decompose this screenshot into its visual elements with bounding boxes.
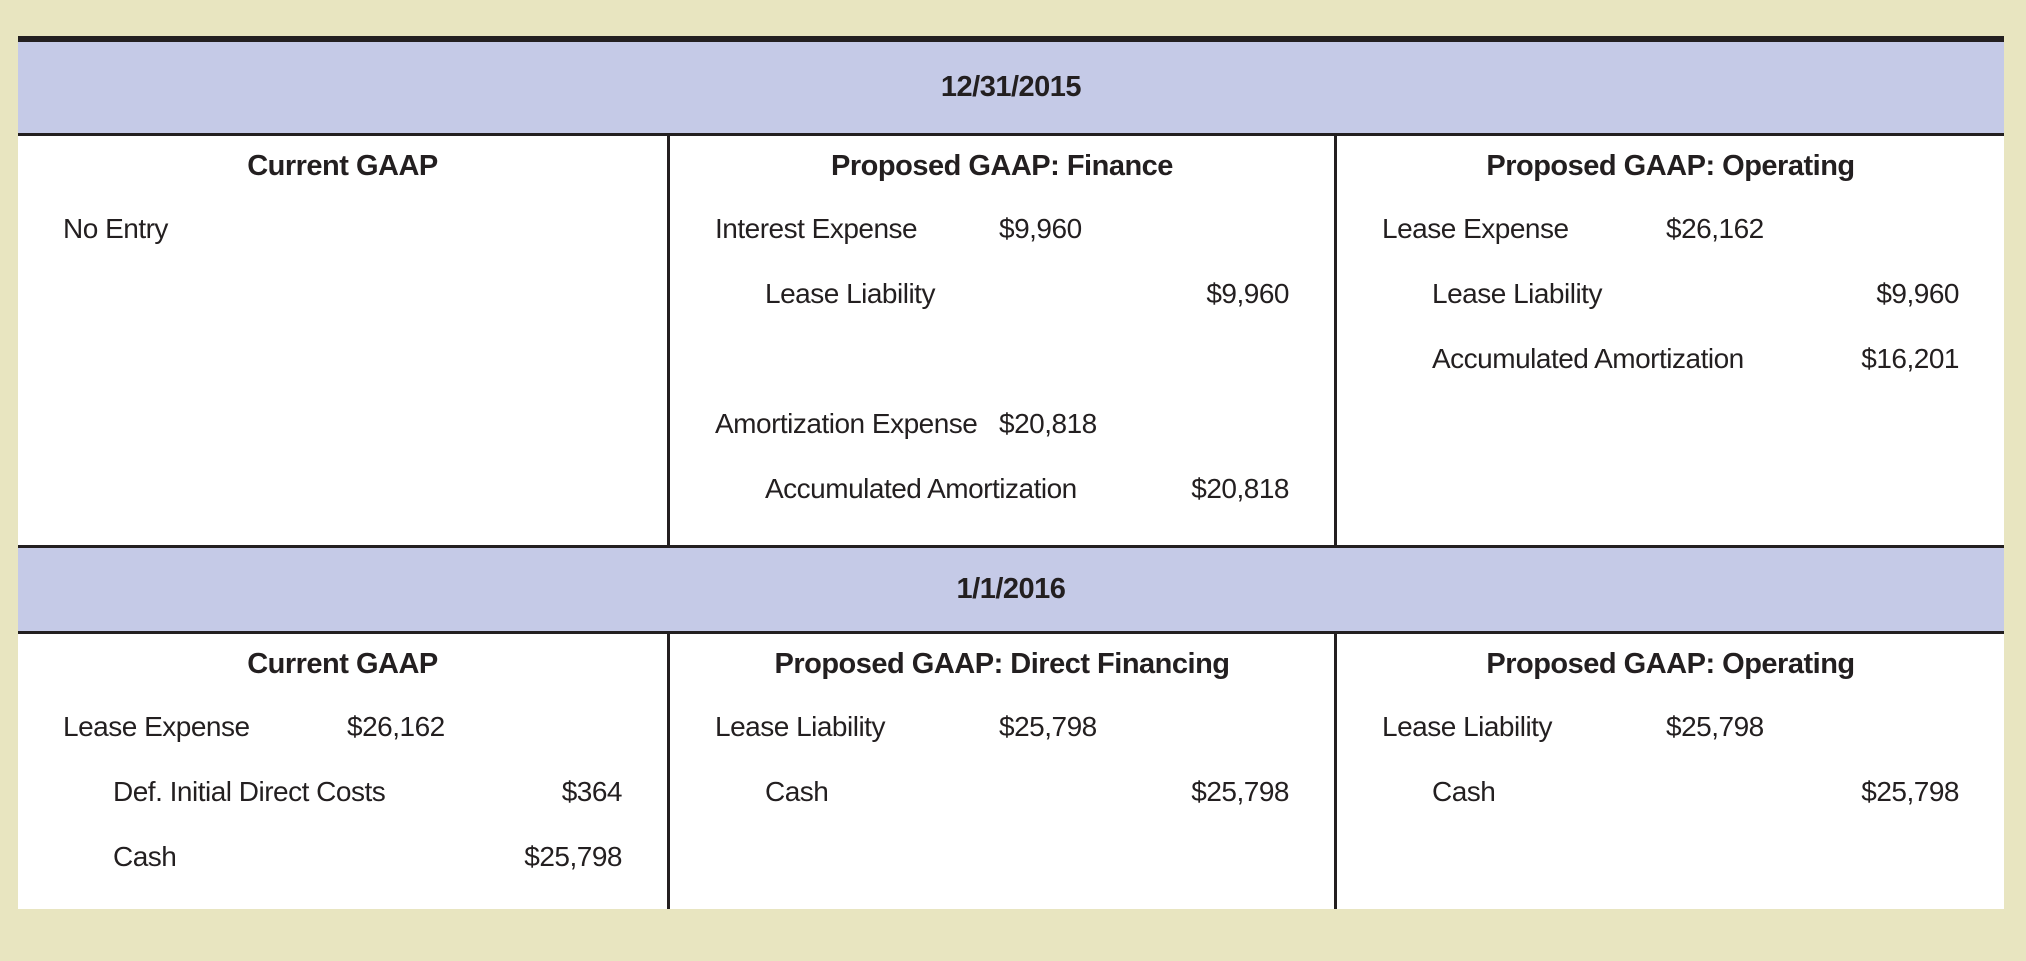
column-title: Proposed GAAP: Operating [1486,149,1855,182]
column-title: Proposed GAAP: Operating [1486,647,1855,680]
journal-entries-table [18,36,2004,909]
spacer-row [670,326,1334,391]
debit-amount: $26,162 [1666,212,1764,244]
credit-amount: $9,960 [1876,277,1959,309]
date-label: 12/31/2015 [940,71,1082,103]
debit-amount: $9,960 [999,212,1082,244]
journal-entry-row [670,391,1334,456]
note-text: No Entry [63,212,168,244]
journal-entry-row [18,759,667,824]
entry-label: Cash [1432,775,1496,807]
entry-label: Cash [765,775,829,807]
debit-amount: $20,818 [999,407,1097,439]
entry-label: Accumulated Amortization [1432,342,1744,374]
credit-amount: $20,818 [1191,472,1289,504]
column-title: Current GAAP [247,149,438,182]
credit-amount: $25,798 [524,840,622,872]
journal-entry-row [1337,261,2004,326]
column-title: Proposed GAAP: Direct Financing [774,647,1230,680]
journal-entry-row [18,196,667,261]
journal-entry-row [670,759,1334,824]
journal-entry-row [670,196,1334,261]
entry-label: Lease Expense [63,710,250,742]
journal-entry-row [1337,759,2004,824]
entry-label: Lease Liability [1432,277,1602,309]
column-title: Proposed GAAP: Finance [831,149,1173,182]
journal-column [18,634,667,909]
journal-entry-row [1337,196,2004,261]
journal-entry-row [670,456,1334,521]
journal-entry-row [670,694,1334,759]
column-title: Current GAAP [247,647,438,680]
journal-entry-row [18,824,667,889]
credit-amount: $9,960 [1206,277,1289,309]
date-band [18,42,2004,136]
entry-label: Amortization Expense [715,407,978,439]
entry-label: Accumulated Amortization [765,472,1077,504]
credit-amount: $25,798 [1191,775,1289,807]
debit-amount: $25,798 [1666,710,1764,742]
entry-label: Interest Expense [715,212,918,244]
journal-column [667,634,1334,909]
debit-amount: $26,162 [347,710,445,742]
journal-entry-row [670,261,1334,326]
entry-label: Lease Liability [765,277,935,309]
credit-amount: $364 [561,775,622,807]
credit-amount: $16,201 [1861,342,1959,374]
section-columns [18,634,2004,909]
credit-amount: $25,798 [1861,775,1959,807]
date-label: 1/1/2016 [956,573,1066,605]
entry-label: Def. Initial Direct Costs [113,775,386,807]
journal-entry-row [1337,694,2004,759]
date-band [18,545,2004,634]
entry-label: Cash [113,840,177,872]
journal-entry-row [1337,326,2004,391]
entry-label: Lease Liability [715,710,885,742]
journal-column [1334,136,2004,545]
journal-column [18,136,667,545]
section-columns [18,136,2004,545]
journal-column [1334,634,2004,909]
entry-label: Lease Expense [1382,212,1569,244]
debit-amount: $25,798 [999,710,1097,742]
journal-column [667,136,1334,545]
entry-label: Lease Liability [1382,710,1552,742]
journal-entry-row [18,694,667,759]
